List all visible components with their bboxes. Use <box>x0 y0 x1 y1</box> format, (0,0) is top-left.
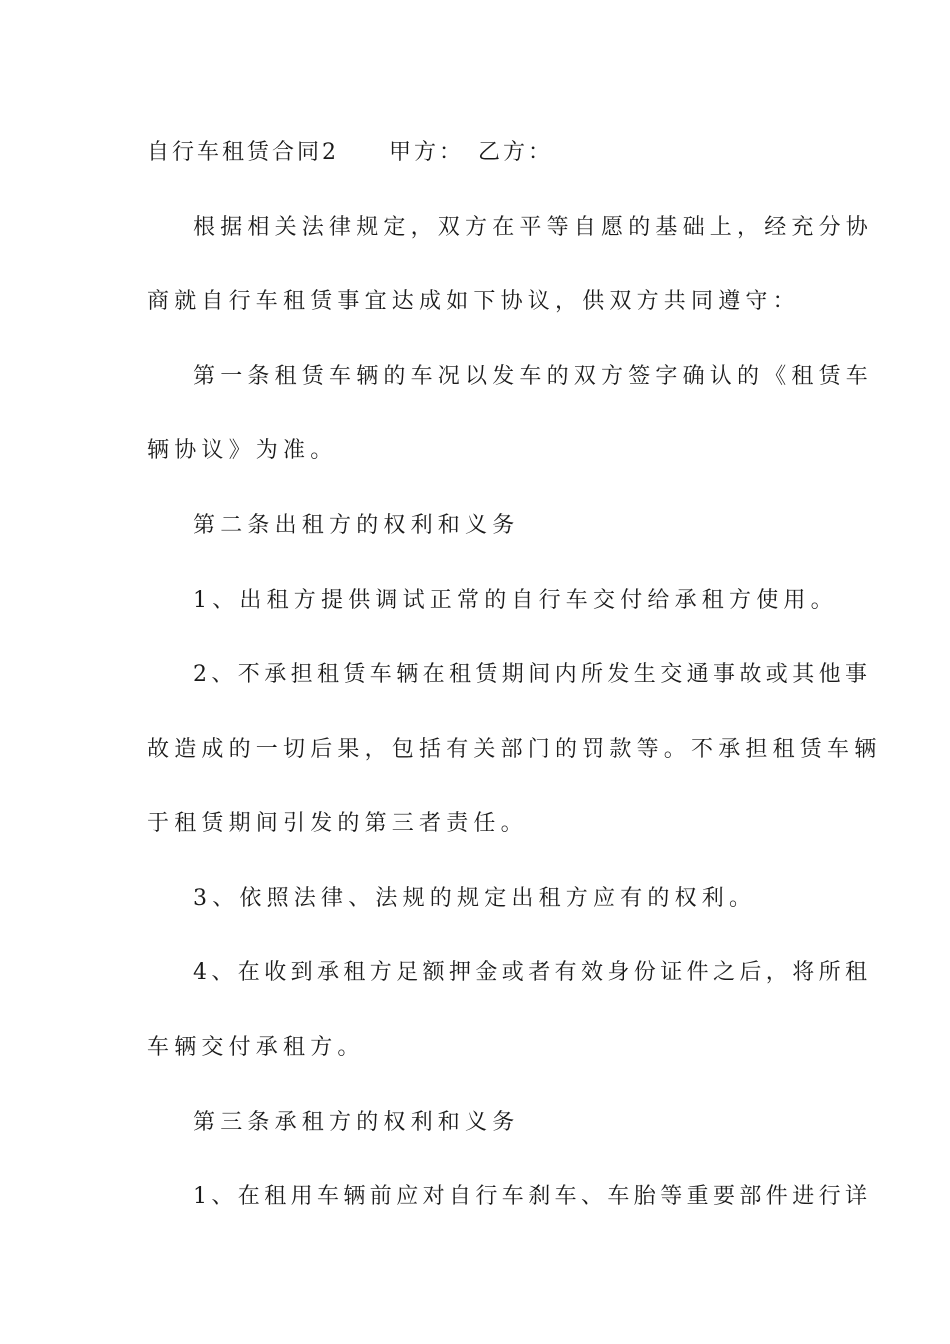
paragraph-line: 根据相关法律规定，双方在平等自愿的基础上，经充分协 <box>193 215 874 240</box>
section-heading: 第三条承租方的权利和义务 <box>193 1110 520 1135</box>
section-heading: 第二条出租方的权利和义务 <box>193 513 520 538</box>
list-item: 4、在收到承租方足额押金或者有效身份证件之后，将所租 <box>193 960 872 985</box>
list-item: 2、不承担租赁车辆在租赁期间内所发生交通事故或其他事 <box>193 662 872 687</box>
paragraph-line: 商就自行车租赁事宜达成如下协议，供双方共同遵守： <box>147 289 800 314</box>
paragraph-line: 辆协议》为准。 <box>147 438 338 463</box>
paragraph-line: 于租赁期间引发的第三者责任。 <box>147 811 528 836</box>
paragraph-line: 故造成的一切后果，包括有关部门的罚款等。不承担租赁车辆 <box>147 737 882 762</box>
list-item: 3、依照法律、法规的规定出租方应有的权利。 <box>193 886 757 911</box>
paragraph-line: 车辆交付承租方。 <box>147 1035 365 1060</box>
list-item: 1、出租方提供调试正常的自行车交付给承租方使用。 <box>193 588 838 613</box>
paragraph-line: 第一条租赁车辆的车况以发车的双方签字确认的《租赁车 <box>193 364 874 389</box>
list-item: 1、在租用车辆前应对自行车刹车、车胎等重要部件进行详 <box>193 1184 872 1209</box>
document-title-line: 自行车租赁合同2 甲方： 乙方： <box>147 140 553 165</box>
